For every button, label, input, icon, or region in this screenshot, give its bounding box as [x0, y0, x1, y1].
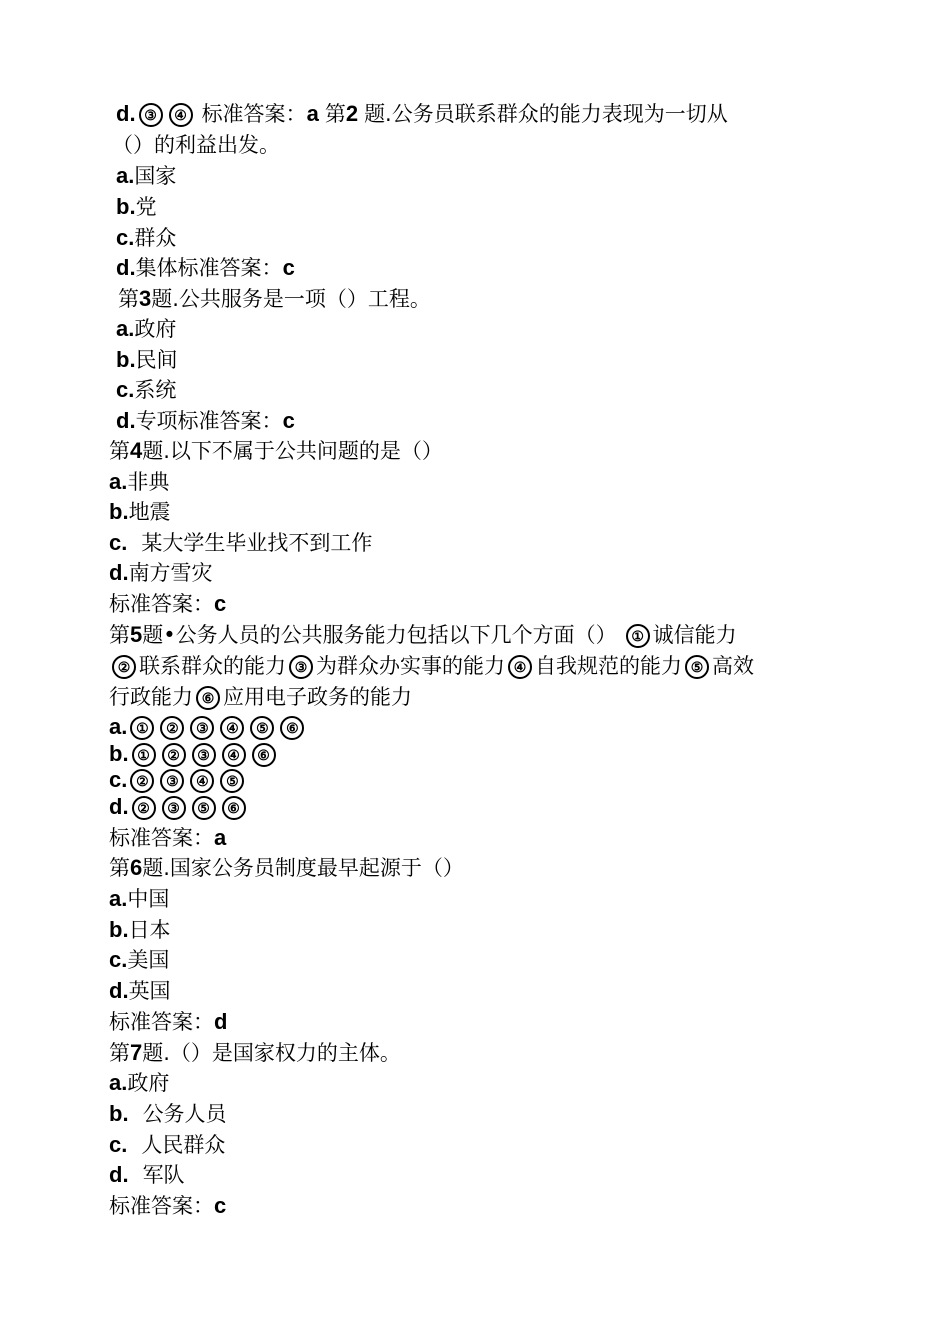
- question-text: 题.以下不属于公共问题的是（）: [142, 439, 443, 463]
- option-letter: d.: [109, 1162, 129, 1187]
- option-b: [109, 915, 171, 945]
- option-letter: a.: [109, 1070, 128, 1095]
- option-letter: c.: [109, 1132, 128, 1157]
- option-d: [109, 976, 171, 1006]
- question-number: 4: [130, 438, 143, 463]
- option-text: 英国: [128, 979, 171, 1003]
- option-letter: b.: [116, 194, 136, 219]
- option-text: 某大学生毕业找不到工作: [141, 531, 373, 555]
- option-a: [109, 712, 307, 742]
- circled-number: ④: [190, 769, 214, 793]
- question-5-continued: [109, 682, 412, 712]
- question-bullet: 题•: [142, 623, 176, 647]
- answer-label: 标准答案：: [109, 592, 214, 616]
- answer-value: c: [282, 408, 295, 433]
- point-text: 诚信能力: [652, 623, 737, 647]
- option-c: [109, 765, 247, 795]
- option-letter: b.: [109, 741, 129, 766]
- option-a: [109, 467, 169, 497]
- circled-number: ②: [162, 743, 186, 767]
- circled-number: ②: [160, 716, 184, 740]
- circled-number: ④: [220, 716, 244, 740]
- question-text: 题.公务员联系群众的能力表现为一切从: [364, 102, 728, 126]
- option-text: 美国: [127, 948, 170, 972]
- point-text: 自我规范的能力: [535, 654, 682, 678]
- answer-value: a: [214, 825, 227, 850]
- question-text: 题.公共服务是一项（）工程。: [151, 287, 431, 311]
- option-letter: d.: [116, 101, 136, 126]
- point-text: 为群众办实事的能力: [316, 654, 505, 678]
- option-letter: c.: [109, 767, 128, 792]
- point-text: 应用电子政务的能力: [223, 685, 412, 709]
- option-c: [116, 375, 176, 405]
- option-letter: a.: [109, 469, 128, 494]
- option-b: [116, 345, 178, 375]
- option-c: [109, 1130, 225, 1160]
- circled-number: ③: [139, 103, 163, 127]
- question-prefix: 第: [109, 1041, 130, 1065]
- circled-number: ⑤: [192, 796, 216, 820]
- point-text: 高效: [712, 654, 754, 678]
- option-text: 公务人员: [142, 1102, 227, 1126]
- q1-answer-line: [116, 99, 728, 129]
- option-letter: d.: [109, 978, 129, 1003]
- answer-label: 标准答案：: [109, 1010, 214, 1034]
- option-letter: a.: [109, 886, 128, 911]
- option-text: 非典: [127, 470, 170, 494]
- circled-number: ②: [132, 796, 156, 820]
- answer-line: [109, 1191, 226, 1221]
- option-a: [116, 314, 176, 344]
- question-text: 题.（）是国家权力的主体。: [142, 1041, 401, 1065]
- option-d: [116, 253, 295, 283]
- circled-number: ③: [289, 655, 313, 679]
- option-text: 人民群众: [141, 1133, 226, 1157]
- answer-label: 标准答案：: [109, 826, 214, 850]
- option-letter: c.: [109, 947, 128, 972]
- circled-number: ⑥: [222, 796, 246, 820]
- option-d: [109, 792, 249, 822]
- option-letter: a.: [116, 163, 135, 188]
- option-text: 政府: [127, 1071, 170, 1095]
- option-letter: b.: [109, 917, 129, 942]
- option-a: [116, 161, 176, 191]
- point-text: 联系群众的能力: [139, 654, 286, 678]
- answer-label: 标准答案：: [201, 102, 307, 126]
- circled-number: ⑥: [252, 743, 276, 767]
- option-text: 党: [135, 195, 157, 219]
- option-b: [109, 497, 171, 527]
- option-c: [109, 945, 169, 975]
- option-d: [116, 406, 295, 436]
- option-c: [116, 223, 176, 253]
- answer-line: [109, 589, 226, 619]
- circled-number: ①: [132, 743, 156, 767]
- option-letter: b.: [116, 347, 136, 372]
- question-number: 7: [130, 1040, 143, 1065]
- question-number: 5: [130, 622, 143, 647]
- question-7: [109, 1038, 401, 1068]
- option-text: 系统: [134, 378, 177, 402]
- circled-number: ③: [190, 716, 214, 740]
- option-text: 南方雪灾: [128, 561, 213, 585]
- question-text: 公务人员的公共服务能力包括以下几个方面（）: [175, 623, 617, 647]
- option-letter: b.: [109, 499, 129, 524]
- answer-label: 标准答案：: [109, 1194, 214, 1218]
- circled-number: ②: [112, 655, 136, 679]
- question-text-continued: （）的利益出发。: [112, 133, 280, 157]
- question-5-continued: [109, 651, 754, 681]
- option-letter: a.: [116, 316, 135, 341]
- circled-number: ⑤: [685, 655, 709, 679]
- question-number: 3: [139, 286, 152, 311]
- option-d: [109, 1160, 185, 1190]
- circled-number: ⑥: [196, 686, 220, 710]
- option-letter: d.: [109, 560, 129, 585]
- circled-number: ⑤: [220, 769, 244, 793]
- option-text: 国家: [134, 164, 177, 188]
- option-text: 专项标准答案：: [135, 409, 283, 433]
- answer-value: c: [282, 255, 295, 280]
- answer-value: a: [306, 101, 319, 126]
- question-prefix: 第: [109, 439, 130, 463]
- option-b: [109, 1099, 227, 1129]
- circled-number: ③: [192, 743, 216, 767]
- answer-line: [109, 823, 226, 853]
- option-letter: a.: [109, 714, 128, 739]
- circled-number: ②: [130, 769, 154, 793]
- circled-number: ⑤: [250, 716, 274, 740]
- option-text: 日本: [128, 918, 171, 942]
- question-6: [109, 853, 464, 883]
- option-text: 军队: [142, 1163, 185, 1187]
- option-text: 集体标准答案：: [135, 256, 283, 280]
- circled-number: ④: [169, 103, 193, 127]
- question-prefix: 第: [118, 287, 139, 311]
- option-letter: b.: [109, 1101, 129, 1126]
- option-letter: c.: [109, 530, 128, 555]
- option-letter: c.: [116, 377, 135, 402]
- option-a: [109, 1068, 169, 1098]
- question-prefix: 第: [109, 856, 130, 880]
- question-4: [109, 436, 443, 466]
- question-prefix: 第: [109, 623, 130, 647]
- circled-number: ①: [626, 624, 650, 648]
- option-d: [109, 558, 213, 588]
- answer-value: c: [214, 591, 227, 616]
- option-letter: d.: [116, 408, 136, 433]
- option-letter: d.: [116, 255, 136, 280]
- circled-number: ④: [222, 743, 246, 767]
- circled-number: ⑥: [280, 716, 304, 740]
- circled-number: ③: [160, 769, 184, 793]
- question-5: [109, 620, 737, 650]
- option-c: [109, 528, 372, 558]
- answer-value: c: [214, 1193, 227, 1218]
- option-text: 政府: [134, 317, 177, 341]
- option-letter: c.: [116, 225, 135, 250]
- question-number: 2: [345, 101, 359, 126]
- circled-number: ①: [130, 716, 154, 740]
- point-text: 行政能力: [109, 685, 193, 709]
- question-3: [118, 284, 431, 314]
- circled-number: ④: [508, 655, 532, 679]
- question-number: 6: [130, 855, 143, 880]
- option-text: 群众: [134, 226, 177, 250]
- answer-value: d: [214, 1009, 228, 1034]
- question-text: 题.国家公务员制度最早起源于（）: [142, 856, 464, 880]
- question-prefix: 第: [324, 102, 346, 126]
- answer-line: [109, 1007, 227, 1037]
- option-text: 民间: [135, 348, 178, 372]
- circled-number: ③: [162, 796, 186, 820]
- option-b: [116, 192, 157, 222]
- option-text: 地震: [128, 500, 171, 524]
- option-letter: d.: [109, 794, 129, 819]
- option-a: [109, 884, 169, 914]
- option-text: 中国: [127, 887, 170, 911]
